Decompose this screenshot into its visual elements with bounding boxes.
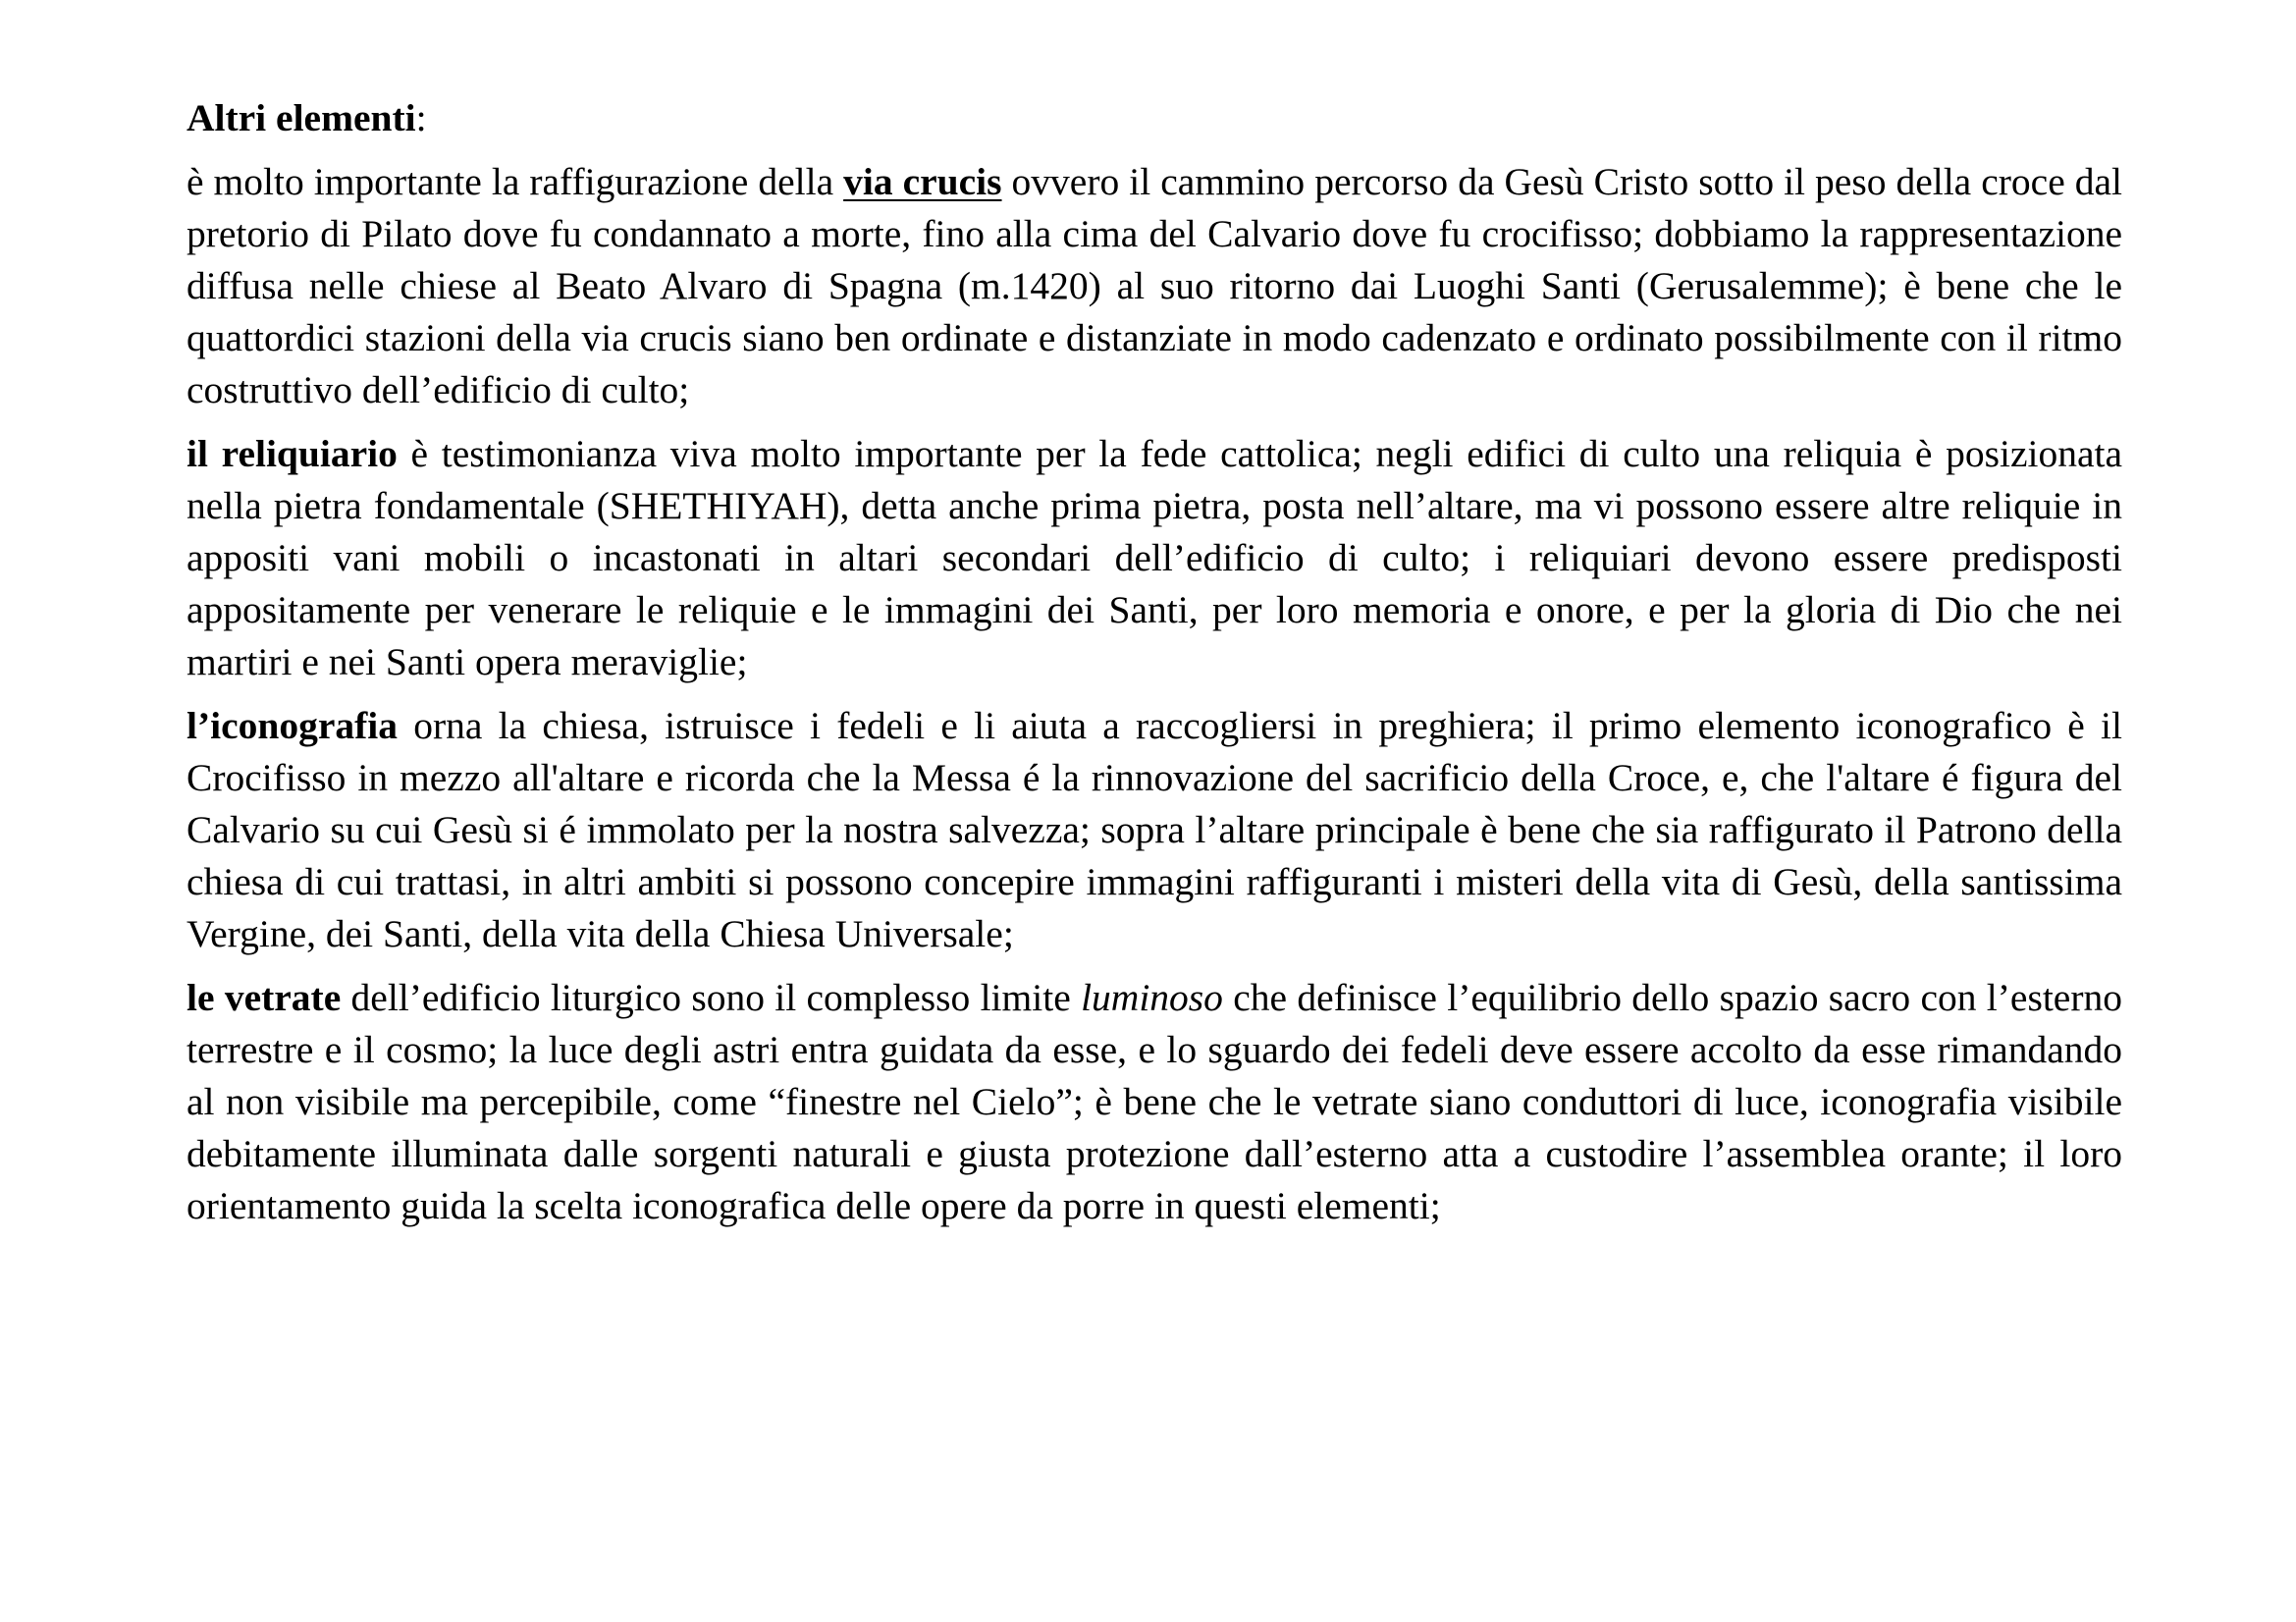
paragraph-body-text: che definisce l’equilibrio dello spazio sacro con l’esterno terrestre e il cosmo; la luce degli astri entra guidata da esse, e lo sguardo dei fedeli deve essere accolto da esse rimandando al non visibile ma percepibile, come “finestre nel Cielo”; è bene che le vetrate siano conduttori di luce, iconografia visibile debitamente illuminata dalle sorgenti naturali e giusta protezione dall’esterno atta a custodire l’assemblea orante; il loro orientamento guida la scelta iconografica delle opere da porre in questi elementi; bbox=[187, 976, 2122, 1227]
term-via-crucis: via crucis bbox=[843, 160, 1002, 203]
term-reliquiario: il reliquiario bbox=[187, 432, 398, 475]
italic-word-luminoso: luminoso bbox=[1081, 976, 1223, 1019]
heading-colon: : bbox=[415, 96, 427, 139]
paragraph-intro-text: è molto importante la raffigurazione della bbox=[187, 160, 844, 203]
paragraph-body-text: orna la chiesa, istruisce i fedeli e li aiuta a raccogliersi in preghiera; il primo elemento iconografico è il Crocifisso in mezzo all'altare e ricorda che la Messa é la rinnovazione del sacrificio della Croce, e, che l'altare é figura del Calvario su cui Gesù si é immolato per la nostra salvezza; sopra l’altare principale è bene che sia raffigurato il Patrono della chiesa di cui trattasi, in altri ambiti si possono concepire immagini raffiguranti i misteri della vita di Gesù, della santissima Vergine, dei Santi, della vita della Chiesa Universale; bbox=[187, 704, 2122, 955]
paragraph-via-crucis bbox=[187, 156, 2122, 416]
heading-bold-text: Altri elementi bbox=[187, 96, 416, 139]
section-heading bbox=[187, 92, 2122, 144]
paragraph-body-text: ovvero il cammino percorso da Gesù Cristo sotto il peso della croce dal pretorio di Pilato dove fu condannato a morte, fino alla cima del Calvario dove fu crocifisso; dobbiamo la rappresentazione diffusa nelle chiese al Beato Alvaro di Spagna (m.1420) al suo ritorno dai Luoghi Santi (Gerusalemme); è bene che le quattordici stazioni della via crucis siano ben ordinate e distanziate in modo cadenzato e ordinato possibilmente con il ritmo costruttivo dell’edificio di culto; bbox=[187, 160, 2122, 411]
paragraph-iconografia bbox=[187, 700, 2122, 960]
paragraph-reliquiario bbox=[187, 428, 2122, 688]
term-iconografia: l’iconografia bbox=[187, 704, 399, 747]
paragraph-vetrate bbox=[187, 972, 2122, 1232]
paragraph-body-text: è testimonianza viva molto importante per la fede cattolica; negli edifici di culto una reliquia è posizionata nella pietra fondamentale (SHETHIYAH), detta anche prima pietra, posta nell’altare, ma vi possono essere altre reliquie in appositi vani mobili o incastonati in altari secondari dell’edificio di culto; i reliquiari devono essere predisposti appositamente per venerare le reliquie e le immagini dei Santi, per loro memoria e onore, e per la gloria di Dio che nei martiri e nei Santi opera meraviglie; bbox=[187, 432, 2123, 683]
paragraph-body-text: dell’edificio liturgico sono il complesso limite bbox=[341, 976, 1082, 1019]
term-vetrate: le vetrate bbox=[187, 976, 342, 1019]
document-page bbox=[187, 92, 2122, 1244]
